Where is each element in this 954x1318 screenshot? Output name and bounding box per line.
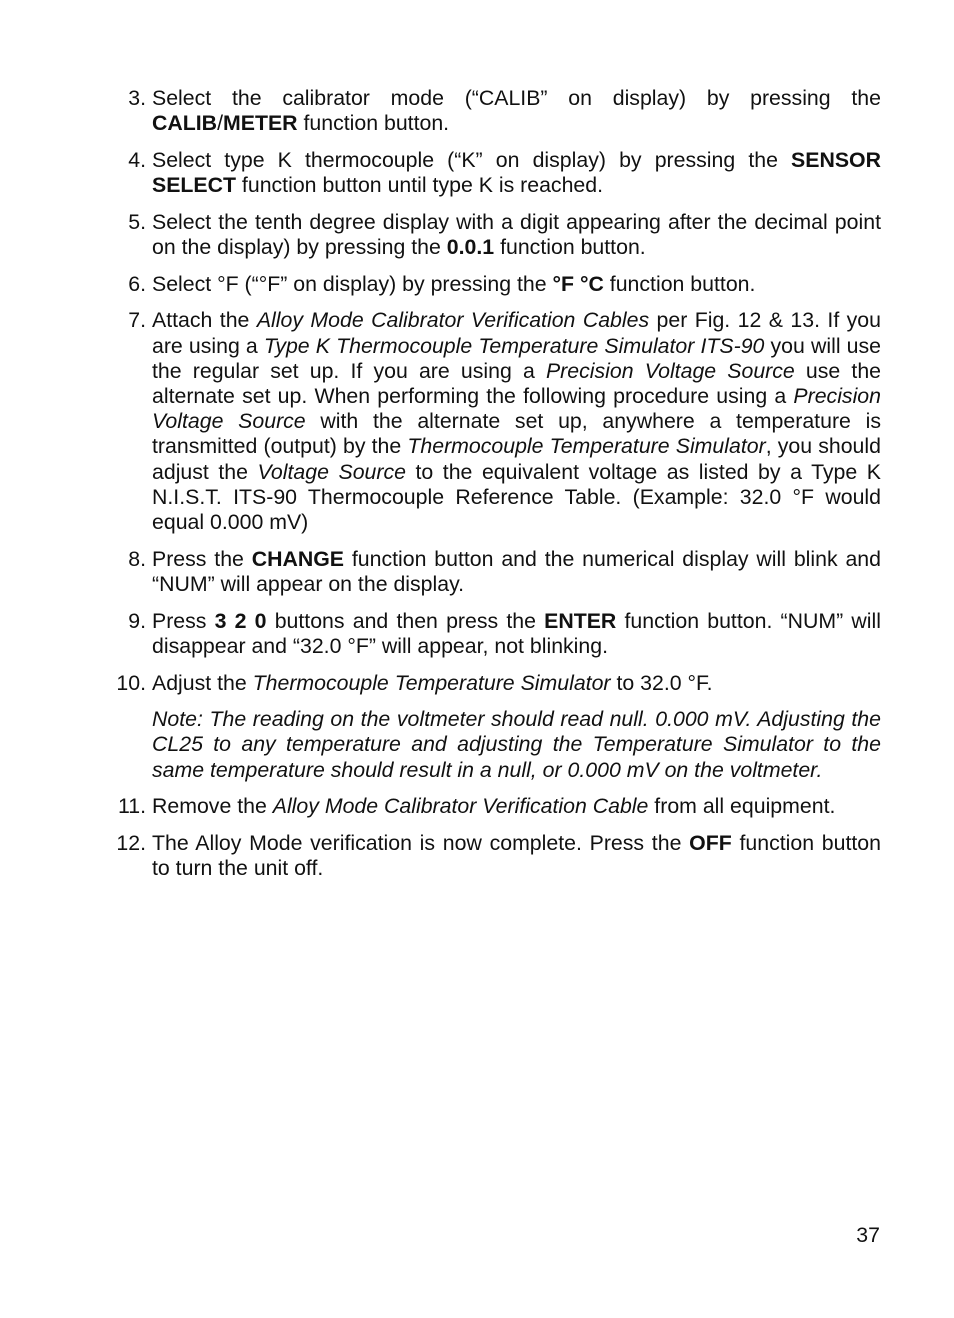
- bold-text: CHANGE: [251, 546, 345, 571]
- step-text: function button until type K is reached.: [236, 173, 604, 198]
- step-text: function button and the numerical display will blink and “NUM” will appear on the display.: [152, 546, 881, 596]
- step-text: function button.: [297, 111, 450, 136]
- bold-text: ENTER: [544, 608, 617, 633]
- procedure-step: [128, 308, 882, 535]
- procedure-step: [128, 546, 881, 597]
- step-text: , you should adjust the: [152, 434, 881, 484]
- step-text: use the alternate set up. When performing the following procedure using a: [152, 358, 882, 409]
- step-text: The Alloy Mode verification is now complete. Press the: [152, 831, 690, 856]
- step-text: you will use the regular set up. If you are using a: [152, 333, 882, 383]
- italic-text: Voltage Source: [257, 459, 406, 484]
- bold-text: CALIB: [152, 111, 218, 136]
- step-text: Attach the: [152, 308, 257, 333]
- procedure-steps: [116, 86, 882, 893]
- bold-text: 0.0.1: [446, 235, 495, 260]
- step-text: Select the calibrator mode (“CALIB” on display) by pressing the: [152, 86, 881, 110]
- step-number: 4.: [128, 147, 146, 172]
- step-text: Select °F (“°F” on display) by pressing the: [152, 271, 553, 296]
- step-number: 8.: [128, 546, 146, 571]
- step-text: function button to turn the unit off.: [152, 831, 881, 881]
- step-number: 10.: [116, 670, 146, 695]
- italic-text: Alloy Mode Calibrator Verification Cable: [272, 794, 649, 819]
- procedure-step: [116, 831, 881, 881]
- bold-text: °F °C: [552, 271, 604, 296]
- step-text: to 32.0 °F.: [610, 670, 713, 695]
- bold-text: 3 2 0: [214, 608, 267, 633]
- italic-text: Type K Thermocouple Temperature Simulator ITS-90: [263, 333, 765, 358]
- step-text: Select the tenth degree display with a digit appearing after the decimal point on the display) by pressing the: [152, 209, 881, 260]
- step-text: per Fig. 12 & 13. If you are using a: [152, 308, 881, 358]
- procedure-step: [128, 209, 881, 260]
- step-text: Remove the: [152, 794, 273, 819]
- italic-text: Alloy Mode Calibrator Verification Cables: [256, 308, 650, 333]
- step-number: 7.: [128, 308, 146, 333]
- step-text: buttons and then press the: [266, 608, 545, 633]
- italic-text: Thermocouple Temperature Simulator: [252, 670, 611, 695]
- procedure-step: [128, 86, 881, 136]
- note-paragraph: [152, 707, 881, 783]
- step-number: 3.: [128, 86, 146, 110]
- step-number: 12.: [116, 831, 146, 856]
- step-text: function button.: [603, 271, 756, 296]
- step-text: function button. “NUM” will disappear and “32.0 °F” will appear, not blinking.: [152, 608, 881, 658]
- step-text: from all equipment.: [648, 794, 836, 819]
- step-number: 11.: [117, 794, 146, 819]
- procedure-step: [116, 670, 881, 696]
- procedure-step: [128, 608, 881, 659]
- italic-text: Precision Voltage Source: [545, 358, 795, 383]
- step-number: 6.: [128, 271, 146, 296]
- step-number: 9.: [128, 608, 146, 633]
- step-text: /: [217, 111, 223, 136]
- step-text: to the equivalent voltage as listed by a Type K N.I.S.T. ITS-90 Thermocouple Reference Table. (Example: 32.0 °F would equal 0.000 mV): [152, 459, 881, 535]
- bold-text: SENSOR SELECT: [152, 147, 881, 198]
- page-number: 37: [856, 1223, 880, 1247]
- step-text: Adjust the: [152, 670, 253, 695]
- bold-text: METER: [223, 111, 298, 136]
- procedure-step: [117, 794, 881, 819]
- step-text: Select type K thermocouple (“K” on display) by pressing the: [152, 147, 792, 172]
- step-text: Press the: [152, 546, 252, 571]
- step-number: 5.: [128, 209, 146, 234]
- procedure-step: [128, 147, 881, 198]
- italic-text: Thermocouple Temperature Simulator: [407, 434, 766, 459]
- step-text: Note: The reading on the voltmeter should read null. 0.000 mV. Adjusting the CL25 to any temperature and adjusting the Temperature Simulator to the same temperature should result in a null, or 0.000 mV on the voltmeter.: [152, 707, 881, 782]
- step-text: function button.: [494, 235, 646, 260]
- bold-text: OFF: [689, 831, 732, 856]
- italic-text: Precision Voltage Source: [152, 384, 881, 434]
- step-text: with the alternate set up, anywhere a temperature is transmitted (output) by the: [152, 409, 881, 459]
- procedure-step: [128, 271, 881, 297]
- step-text: Press: [152, 608, 215, 633]
